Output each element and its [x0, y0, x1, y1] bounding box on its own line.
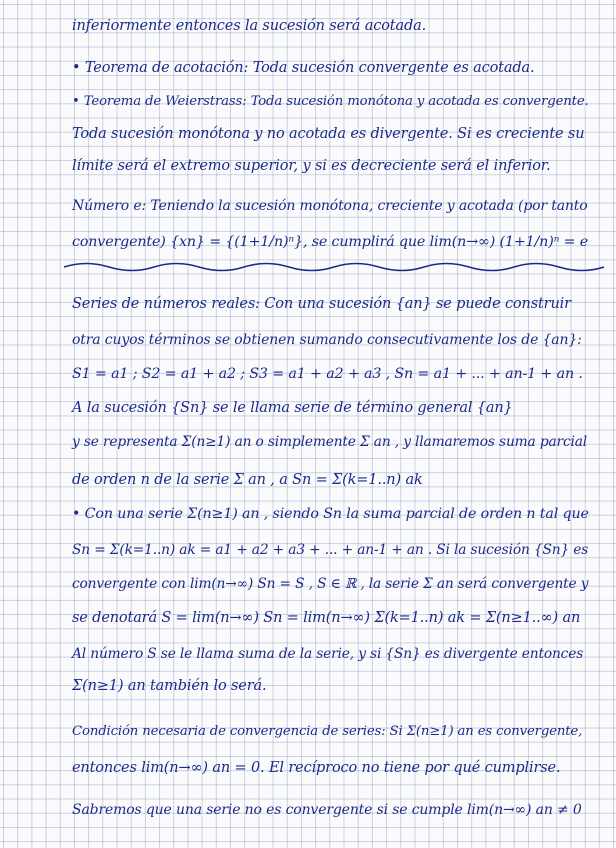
text-line: • Teorema de Weierstrass: Toda sucesión monótona y acotada es convergente. [72, 94, 589, 109]
text-line: inferiormente entonces la sucesión será acotada. [72, 18, 427, 34]
text-line: Número e: Teniendo la sucesión monótona, creciente y acotada (por tanto [72, 198, 588, 214]
wavy-divider [64, 258, 604, 276]
text-line: Sn = Σ(k=1..n) ak = a1 + a2 + a3 + ... + an-1 + an . Si la sucesión {Sn} es [72, 542, 589, 558]
text-line: Series de números reales: Con una sucesión {an} se puede construir [72, 296, 571, 312]
text-line: Al número S se le llama suma de la serie, y si {Sn} es divergente entonces [72, 646, 584, 662]
text-line: y se representa Σ(n≥1) an o simplemente Σ an , y llamaremos suma parcial [72, 434, 588, 450]
text-line: • Con una serie Σ(n≥1) an , siendo Sn la suma parcial de orden n tal que [72, 506, 589, 522]
text-line: Sabremos que una serie no es convergente si se cumple lim(n→∞) an ≠ 0 [72, 802, 582, 818]
text-line: convergente) {xn} = {(1+1/n)ⁿ}, se cumplirá que lim(n→∞) (1+1/n)ⁿ = e [72, 234, 589, 250]
text-line: • Teorema de acotación: Toda sucesión convergente es acotada. [72, 60, 535, 76]
text-line: se denotará S = lim(n→∞) Sn = lim(n→∞) Σ(k=1..n) ak = Σ(n≥1..∞) an [72, 610, 581, 626]
text-line: Toda sucesión monótona y no acotada es divergente. Si es creciente su [72, 126, 585, 142]
text-line: otra cuyos términos se obtienen sumando consecutivamente los de {an}: [72, 332, 582, 348]
text-line: de orden n de la serie Σ an , a Sn = Σ(k=1..n) ak [72, 472, 423, 488]
text-line: entonces lim(n→∞) an = 0. El recíproco no tiene por qué cumplirse. [72, 760, 561, 776]
text-line: límite será el extremo superior, y si es decreciente será el inferior. [72, 158, 551, 174]
text-line: A la sucesión {Sn} se le llama serie de término general {an} [72, 400, 513, 416]
text-line: convergente con lim(n→∞) Sn = S , S ∈ ℝ , la serie Σ an será convergente y [72, 576, 589, 592]
text-line: Σ(n≥1) an también lo será. [72, 678, 267, 694]
text-line: Condición necesaria de convergencia de series: Si Σ(n≥1) an es convergente, [72, 724, 583, 739]
text-line: S1 = a1 ; S2 = a1 + a2 ; S3 = a1 + a2 + a3 , Sn = a1 + ... + an-1 + an . [72, 366, 583, 382]
